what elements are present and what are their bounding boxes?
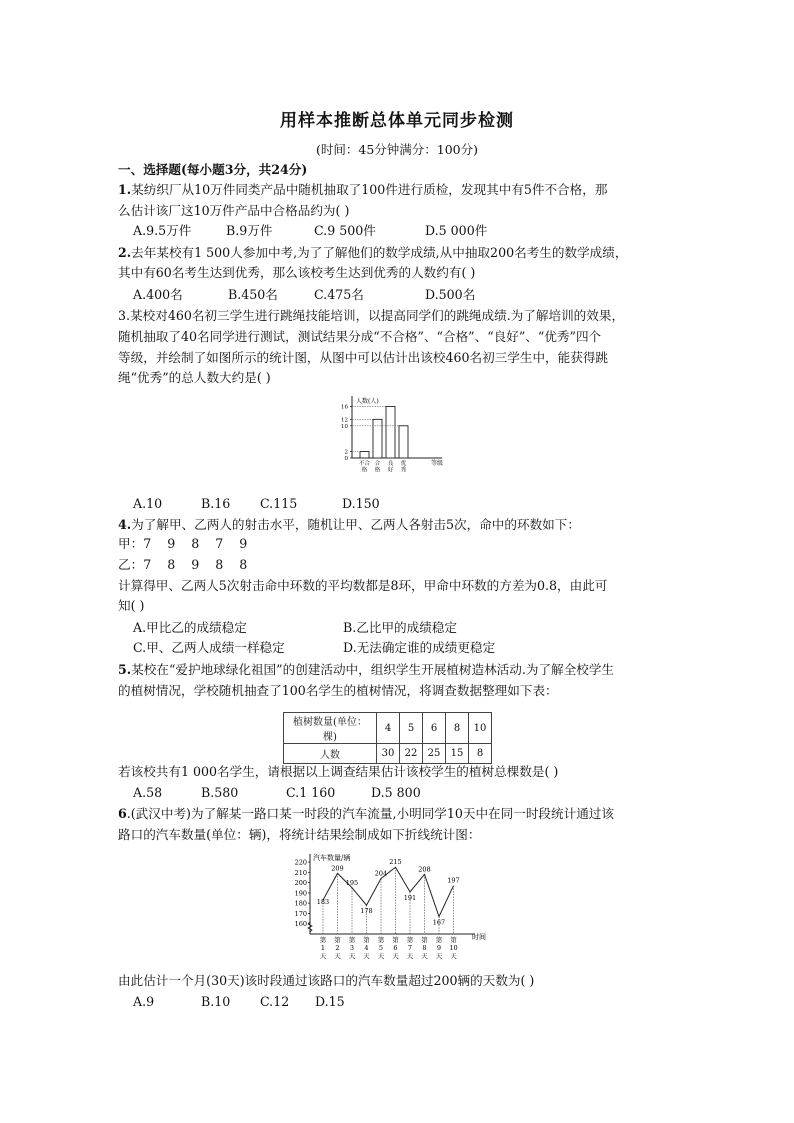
q3-option-a: A.10 xyxy=(133,496,163,511)
tree-planting-table xyxy=(283,712,492,764)
bar-chart-y-label: 人数(人) xyxy=(356,398,379,405)
q6-option-d: D.15 xyxy=(315,994,345,1009)
line-chart-category-label: 第 3 天 xyxy=(348,936,356,960)
q4-option-c: C.甲、乙两人成绩一样稳定 xyxy=(133,640,285,655)
q5-option-d: D.5 800 xyxy=(371,785,421,800)
q5-line-1 xyxy=(118,660,683,680)
bar-chart-category-label: 不合格 xyxy=(358,461,371,474)
line-chart-data-label: 195 xyxy=(345,878,359,887)
q4-yi-scores: 乙：7 8 9 8 8 xyxy=(118,557,248,572)
bar-chart-category-label: 合格 xyxy=(374,461,381,474)
q1-option-b: B.9万件 xyxy=(226,223,273,238)
q2-option-b: B.450名 xyxy=(228,287,278,302)
line-chart-data-label: 215 xyxy=(389,858,402,867)
table-row xyxy=(284,713,492,744)
line-chart xyxy=(285,850,495,965)
bar-chart-bar xyxy=(386,406,395,458)
page-subtitle: (时间：45分钟满分：100分) xyxy=(315,142,479,157)
bar-chart-y-tick-label: 2 xyxy=(344,449,348,456)
q6-text-1: .(武汉中考)为了解某一路口某一时段的汽车流量,小明同学10天中在同一时段统计通过该 xyxy=(126,806,614,821)
table-cell: 8 xyxy=(469,744,492,764)
q1-option-a: A.9.5万件 xyxy=(133,223,192,238)
bar-chart-bar xyxy=(373,419,382,458)
table-cell: 4 xyxy=(377,713,400,744)
q5-option-b: B.580 xyxy=(201,785,239,800)
bar-chart-y-tick-label: 16 xyxy=(341,404,348,411)
line-chart-data-label: 178 xyxy=(360,907,373,916)
q4-line-after-2: 知( ) xyxy=(118,598,145,613)
q1-option-d: D.5 000件 xyxy=(425,223,488,238)
bar-chart-y-tick-label: 10 xyxy=(341,423,348,430)
q5-option-c: C.1 160 xyxy=(286,785,336,800)
q4-line-1 xyxy=(118,515,683,535)
line-chart-y-tick-label: 160 xyxy=(294,920,307,929)
line-chart-category-label: 第 6 天 xyxy=(392,936,399,960)
table-cell: 30 xyxy=(377,744,400,764)
page-title: 用样本推断总体单元同步检测 xyxy=(280,111,514,131)
q3-option-c: C.115 xyxy=(260,496,298,511)
q4-option-b: B.乙比甲的成绩稳定 xyxy=(343,620,458,635)
line-chart-category-label: 第 10 天 xyxy=(449,936,458,960)
line-chart-y-tick-label: 210 xyxy=(294,868,307,877)
q2-text-1: 去年某校有1 500人参加中考,为了了解他们的数学成绩,从中抽取200名考生的数学成绩， xyxy=(131,245,628,260)
bar-chart-category-label: 良好 xyxy=(387,461,394,474)
q1-line-2: 么估计该厂这10万件产品中合格品约为( ) xyxy=(118,203,350,218)
section-heading: 一、选择题(每小题3分，共24分) xyxy=(118,162,308,177)
bar-chart-x-label: 等级 xyxy=(431,460,444,467)
line-chart-data-label: 191 xyxy=(403,893,417,902)
q3-line-3: 等级，并绘制了如图所示的统计图，从图中可以估计出该校460名初三学生中，能获得跳 xyxy=(118,350,609,365)
q2-line-2: 其中有60名考生达到优秀，那么该校考生达到优秀的人数约有( ) xyxy=(118,265,476,280)
line-chart-y-tick-label: 190 xyxy=(294,889,307,898)
table-cell: 25 xyxy=(423,744,446,764)
q1-option-c: C.9 500件 xyxy=(314,223,376,238)
table-cell: 10 xyxy=(469,713,492,744)
line-chart-data-label: 167 xyxy=(432,918,446,927)
line-chart-category-label: 第 9 天 xyxy=(435,936,443,960)
q2-option-d: D.500名 xyxy=(425,287,476,302)
q6-line-2: 路口的汽车数量(单位：辆)，将统计结果绘制成如下折线统计图： xyxy=(118,827,481,842)
q4-number: 4. xyxy=(118,517,132,532)
line-chart-category-label: 第 4 天 xyxy=(363,936,370,960)
q3-option-d: D.150 xyxy=(342,496,380,511)
q6-option-a: A.9 xyxy=(133,994,155,1009)
line-chart-series xyxy=(323,867,454,916)
table-cell: 8 xyxy=(446,713,469,744)
line-chart-category-label: 第 2 天 xyxy=(334,936,341,960)
line-chart-data-label: 183 xyxy=(316,898,330,907)
line-chart-y-label: 汽车数量/辆 xyxy=(313,854,351,862)
line-chart-y-tick-label: 180 xyxy=(294,899,307,908)
q5-line-after: 若该校共有1 000名学生，请根据以上调查结果估计该校学生的植树总棵数是( ) xyxy=(118,764,559,779)
bar-chart-y-tick-label: 12 xyxy=(341,417,348,424)
q2-number: 2. xyxy=(118,245,132,260)
bar-chart xyxy=(330,392,460,480)
table-header-cell: 人数 xyxy=(284,744,377,764)
q2-option-a: A.400名 xyxy=(133,287,183,302)
q3-text-1: 某校对460名初三学生进行跳绳技能培训，以提高同学们的跳绳成绩.为了解培训的效果， xyxy=(130,308,625,323)
q4-line-after-1: 计算得甲、乙两人5次射击命中环数的平均数都是8环，甲命中环数的方差为0.8，由此可 xyxy=(118,578,608,593)
q5-text-1: 某校在“爱护地球绿化祖国”的创建活动中，组织学生开展植树造林活动.为了解全校学生 xyxy=(131,662,615,677)
q5-line-2: 的植树情况，学校随机抽查了100名学生的植树情况，将调查数据整理如下表： xyxy=(118,683,558,698)
q4-jia-scores: 甲：7 9 8 7 9 xyxy=(118,536,248,551)
line-chart-data-label: 197 xyxy=(447,876,460,885)
bar-chart-category-label: 优秀 xyxy=(400,461,407,474)
q3-number: 3. xyxy=(118,308,131,323)
q2-line-1 xyxy=(118,243,683,263)
q4-option-a: A.甲比乙的成绩稳定 xyxy=(133,620,247,635)
table-header-cell: 植树数量(单位：棵) xyxy=(284,713,377,744)
line-chart-y-tick-label: 200 xyxy=(294,879,307,888)
q6-line-after: 由此估计一个月(30天)该时段通过该路口的汽车数量超过200辆的天数为( ) xyxy=(118,973,535,988)
line-chart-category-label: 第 5 天 xyxy=(377,936,385,960)
line-chart-data-label: 204 xyxy=(374,869,388,878)
line-chart-y-tick-label: 220 xyxy=(294,858,307,867)
q4-option-d: D.无法确定谁的成绩更稳定 xyxy=(343,640,496,655)
table-cell: 6 xyxy=(423,713,446,744)
q3-option-b: B.16 xyxy=(201,496,231,511)
line-chart-category-label: 第 7 天 xyxy=(406,936,414,960)
q6-option-b: B.10 xyxy=(201,994,231,1009)
q6-option-c: C.12 xyxy=(260,994,290,1009)
table-cell: 5 xyxy=(400,713,423,744)
q4-text-1: 为了解甲、乙两人的射击水平，随机让甲、乙两人各射击5次，命中的环数如下： xyxy=(131,517,580,532)
bar-chart-bar xyxy=(360,452,369,458)
line-chart-category-label: 第 1 天 xyxy=(319,936,327,960)
table-cell: 15 xyxy=(446,744,469,764)
q5-number: 5. xyxy=(118,662,132,677)
q3-line-4: 绳“优秀”的总人数大约是( ) xyxy=(118,370,271,385)
line-chart-category-label: 第 8 天 xyxy=(421,936,428,960)
q3-line-1 xyxy=(118,306,683,326)
bar-chart-y-tick-label: 0 xyxy=(344,456,348,462)
q5-option-a: A.58 xyxy=(133,785,163,800)
q1-number: 1. xyxy=(118,182,132,197)
q6-number: 6 xyxy=(118,806,127,821)
q2-option-c: C.475名 xyxy=(314,287,364,302)
q3-line-2: 随机抽取了40名同学进行测试，测试结果分成“不合格”、“合格”、“良好”、“优秀”四个 xyxy=(118,329,602,344)
q1-line-1 xyxy=(118,180,683,200)
q6-line-1 xyxy=(118,804,683,824)
line-chart-y-tick-label: 170 xyxy=(294,909,307,918)
q1-text-1: 某纺织厂从10万件同类产品中随机抽取了100件进行质检，发现其中有5件不合格，那 xyxy=(131,182,608,197)
table-cell: 22 xyxy=(400,744,423,764)
line-chart-data-label: 208 xyxy=(418,865,431,874)
line-chart-data-label: 209 xyxy=(331,864,344,873)
bar-chart-bar xyxy=(399,426,408,458)
line-chart-x-label: 时间 xyxy=(472,933,486,941)
table-row xyxy=(284,744,492,764)
